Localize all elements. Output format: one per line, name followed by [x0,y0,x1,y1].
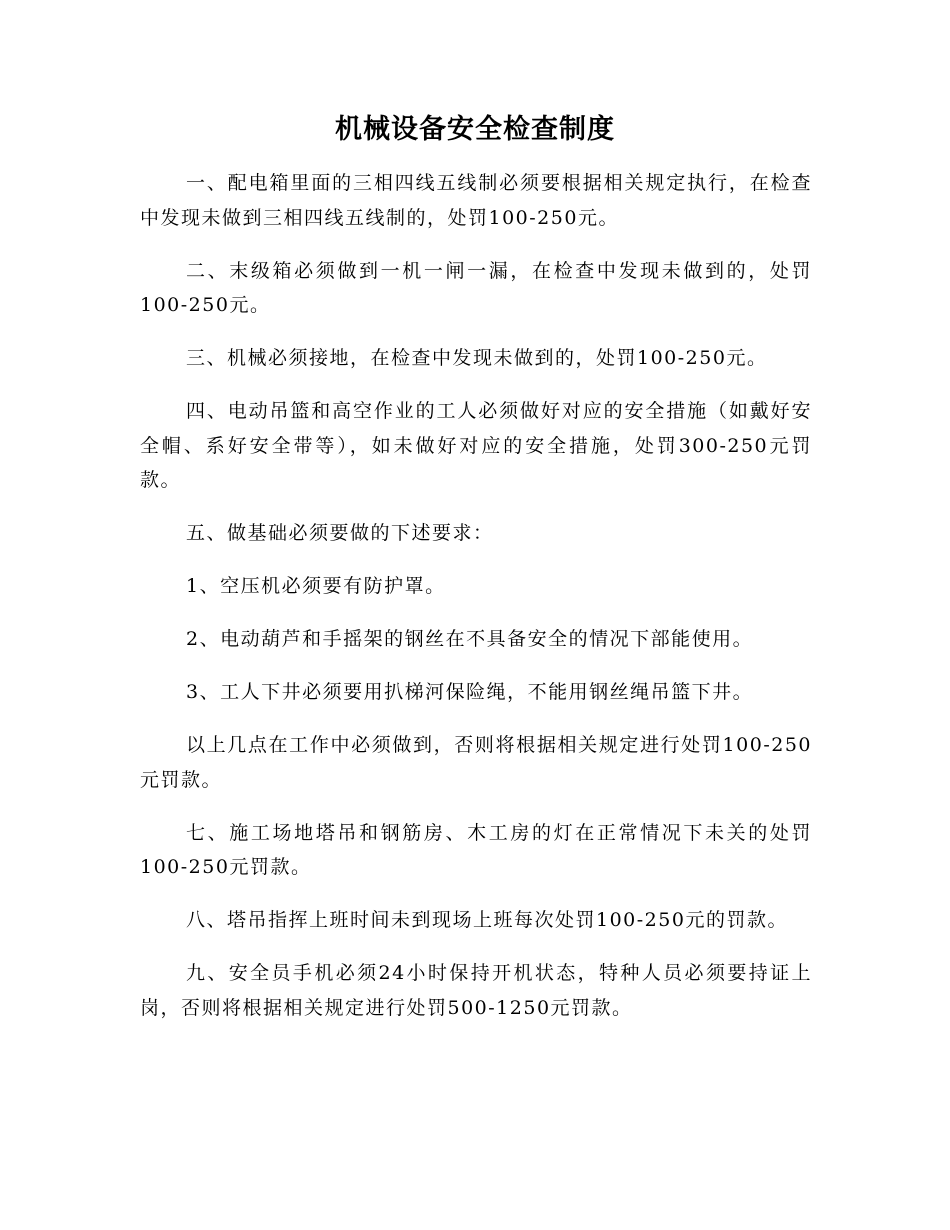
paragraph-8: 3、工人下井必须要用扒梯河保险绳，不能用钢丝绳吊篮下井。 [186,681,754,703]
document-body [140,166,812,1044]
paragraph-9: 以上几点在工作中必须做到，否则将根据相关规定进行处罚100-250元罚款。 [140,734,812,791]
paragraph-2: 二、末级箱必须做到一机一闸一漏，在检查中发现未做到的，处罚100-250元。 [140,259,812,316]
paragraph-3: 三、机械必须接地，在检查中发现未做到的，处罚100-250元。 [186,347,768,369]
paragraph-12: 九、安全员手机必须24小时保持开机状态，特种人员必须要持证上岗，否则将根据相关规定进行处罚500-1250元罚款。 [140,962,812,1019]
paragraph-1: 一、配电箱里面的三相四线五线制必须要根据相关规定执行，在检查中发现未做到三相四线五线制的，处罚100-250元。 [140,172,812,229]
paragraph-6: 1、空压机必须要有防护罩。 [186,575,446,597]
paragraph-4: 四、电动吊篮和高空作业的工人必须做好对应的安全措施（如戴好安全帽、系好安全带等），如未做好对应的安全措施，处罚300-250元罚款。 [140,400,812,491]
paragraph-5: 五、做基础必须要做的下述要求： [186,522,494,544]
paragraph-10: 七、施工场地塔吊和钢筋房、木工房的灯在正常情况下未关的处罚100-250元罚款。 [140,821,812,878]
paragraph-7: 2、电动葫芦和手摇架的钢丝在不具备安全的情况下部能使用。 [186,628,754,650]
paragraph-11: 八、塔吊指挥上班时间未到现场上班每次处罚100-250元的罚款。 [186,909,788,931]
document-title: 机械设备安全检查制度 [335,114,615,145]
